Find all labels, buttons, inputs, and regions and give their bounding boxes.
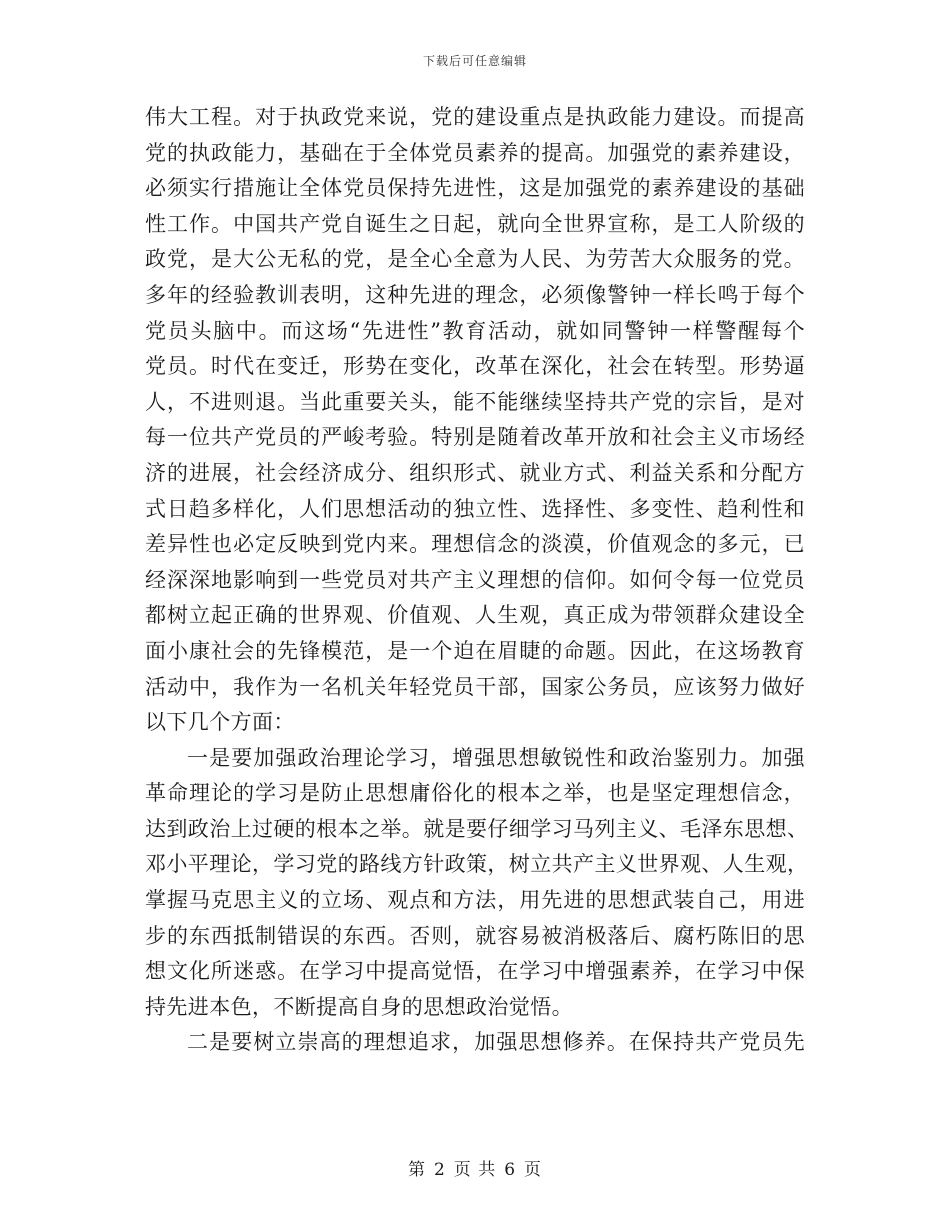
- body-line: 想文化所迷惑。在学习中提高觉悟，在学习中增强素养，在学习中保: [145, 959, 805, 984]
- body-line: 面小康社会的先锋模范，是一个迫在眉睫的命题。因此，在这场教育: [145, 638, 805, 663]
- body-line: 必须实行措施让全体党员保持先进性，这是加强党的素养建设的基础: [145, 176, 805, 201]
- page-footer: [0, 1155, 950, 1180]
- body-line: 步的东西抵制错误的东西。否则，就容易被消极落后、腐朽陈旧的思: [145, 923, 805, 948]
- total-pages-number: 6: [504, 1160, 517, 1180]
- body-line: 邓小平理论，学习党的路线方针政策，树立共产主义世界观、人生观，: [145, 852, 809, 877]
- paragraph-first-line: 一是要加强政治理论学习，增强思想敏锐性和政治鉴别力。加强: [187, 745, 805, 770]
- body-line: 多年的经验教训表明，这种先进的理念，必须像警钟一样长鸣于每个: [145, 282, 805, 307]
- body-line: 式日趋多样化，人们思想活动的独立性、选择性、多变性、趋利性和: [145, 496, 805, 521]
- body-line: 政党，是大公无私的党，是全心全意为人民、为劳苦大众服务的党。: [145, 247, 805, 272]
- body-line: 经深深地影响到一些党员对共产主义理想的信仰。如何令每一位党员: [145, 567, 805, 592]
- page-number-suffix: 页: [524, 1160, 543, 1180]
- current-page-number: 2: [433, 1160, 446, 1180]
- body-line: 掌握马克思主义的立场、观点和方法，用先进的思想武装自己，用进: [145, 888, 805, 913]
- body-line: 活动中，我作为一名机关年轻党员干部，国家公务员，应该努力做好: [145, 674, 805, 699]
- page-header: 下载后可任意编辑: [422, 54, 527, 68]
- body-line: 以下几个方面：: [145, 710, 295, 735]
- body-line: 持先进本色，不断提高自身的思想政治觉悟。: [145, 994, 573, 1019]
- body-line: 人，不进则退。当此重要关头，能不能继续坚持共产党的宗旨，是对: [145, 389, 805, 414]
- body-line: 都树立起正确的世界观、价值观、人生观，真正成为带领群众建设全: [145, 603, 805, 628]
- body-line: 革命理论的学习是防止思想庸俗化的根本之举，也是坚定理想信念，: [145, 781, 805, 806]
- document-body: [145, 100, 809, 1061]
- body-line: 党的执政能力，基础在于全体党员素养的提高。加强党的素养建设，: [145, 140, 805, 165]
- body-line: 达到政治上过硬的根本之举。就是要仔细学习马列主义、毛泽东思想、: [145, 816, 809, 841]
- body-line: 伟大工程。对于执政党来说，党的建设重点是执政能力建设。而提高: [145, 105, 805, 129]
- page-number-middle: 页 共: [453, 1160, 497, 1180]
- body-line: 党员头脑中。而这场“先进性”教育活动，就如同警钟一样警醒每个: [145, 318, 805, 343]
- body-line: 济的进展，社会经济成分、组织形式、就业方式、利益关系和分配方: [145, 460, 805, 485]
- body-line: 性工作。中国共产党自诞生之日起，就向全世界宣称，是工人阶级的: [145, 211, 805, 236]
- body-line: 每一位共产党员的严峻考验。特别是随着改革开放和社会主义市场经: [145, 425, 805, 450]
- body-line: 差异性也必定反映到党内来。理想信念的淡漠，价值观念的多元，已: [145, 532, 805, 557]
- page-number-prefix: 第: [407, 1160, 426, 1180]
- paragraph-first-line: 二是要树立崇高的理想追求，加强思想修养。在保持共产党员先: [187, 1030, 805, 1055]
- body-line: 党员。时代在变迁，形势在变化，改革在深化，社会在转型。形势逼: [145, 354, 805, 379]
